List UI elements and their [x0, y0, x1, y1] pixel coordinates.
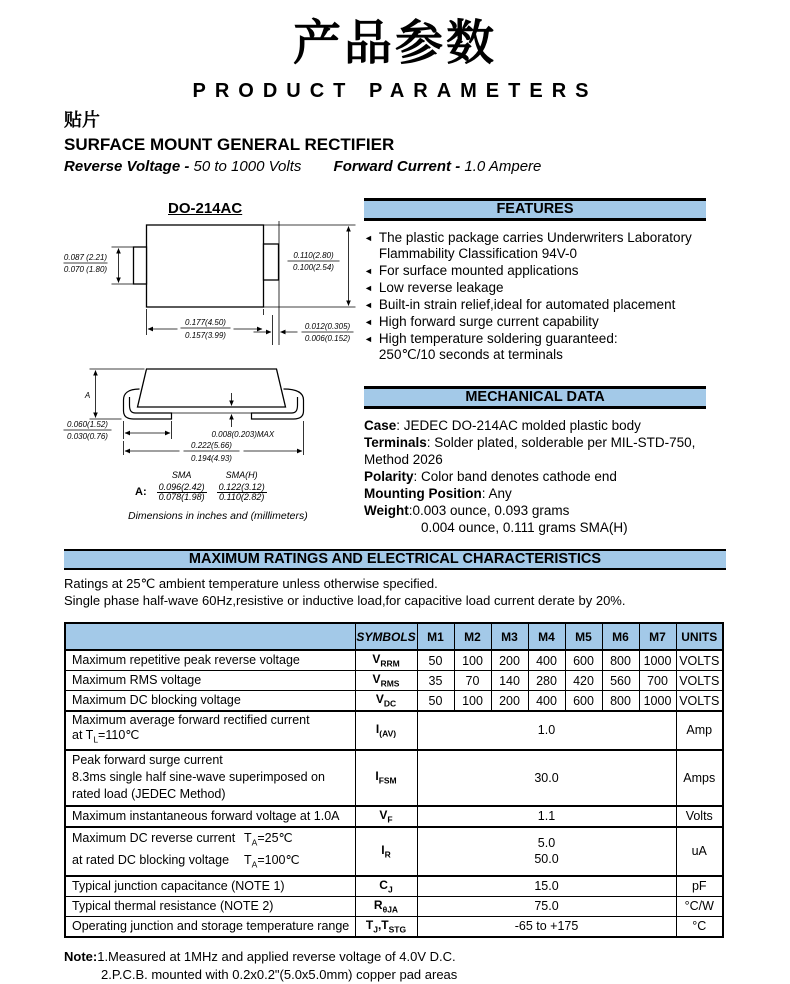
sma-a-value — [152, 481, 212, 503]
value-cell: 50 — [417, 650, 454, 671]
table-row — [65, 916, 723, 937]
bullet-arrow-icon: ◄ — [364, 283, 373, 293]
package-body-outline — [147, 225, 264, 307]
bullet-arrow-icon: ◄ — [364, 334, 373, 344]
feature-line: Built-in strain relief,ideal for automated placement — [378, 297, 676, 312]
feature-line: For surface mounted applications — [378, 263, 579, 278]
table-notes — [64, 948, 726, 984]
package-body-profile — [138, 369, 286, 407]
units-cell: Volts — [676, 806, 723, 827]
a-row-label: A: — [135, 486, 147, 498]
page-title-chinese: 产品参数 — [292, 17, 497, 70]
feature-text — [379, 263, 579, 279]
symbol-cell: $I_R$ — [355, 827, 417, 876]
value-line: 50.0 — [534, 852, 559, 866]
mech-line — [364, 434, 706, 451]
value-cell: 100 — [454, 691, 491, 712]
test-condition: $T_A=25℃$ — [244, 830, 293, 847]
table-row — [65, 671, 723, 691]
feature-text — [379, 280, 504, 296]
table-header-row — [65, 623, 723, 650]
bullet-arrow-icon: ◄ — [364, 317, 373, 327]
feature-text — [379, 314, 599, 330]
list-item — [364, 331, 706, 363]
dim-label: 0.222(5.66) — [191, 441, 232, 450]
blank-cell — [130, 469, 152, 481]
parameter-cell: Typical junction capacitance (NOTE 1) — [65, 876, 355, 897]
mech-line — [364, 485, 706, 502]
value-cell: 1.0 — [417, 711, 676, 750]
value-cell: 420 — [565, 671, 602, 691]
mech-label: Weight — [364, 503, 409, 518]
mech-label: Polarity — [364, 469, 414, 484]
value-line: 5.0 — [537, 836, 556, 850]
mech-text: : Any — [481, 486, 512, 501]
ratings-section — [64, 549, 726, 984]
symbol-cell: $V_{RRM}$ — [355, 650, 417, 671]
symbol-cell: $R_{\theta JA}$ — [355, 896, 417, 916]
feature-line: Flammability Classification 94V-0 — [378, 246, 577, 261]
dim-label: 0.110(2.80) — [293, 251, 334, 260]
mech-line — [364, 468, 706, 485]
parameter-line: 8.3ms single half sine-wave superimposed on — [72, 770, 325, 784]
dimension-fraction — [217, 482, 267, 502]
list-item — [364, 263, 706, 279]
note-line — [64, 966, 726, 984]
dim-label: 0.070 (1.80) — [63, 265, 108, 274]
bullet-arrow-icon: ◄ — [364, 233, 373, 243]
units-cell: VOLTS — [676, 671, 723, 691]
symbol-cell: $V_{RMS}$ — [355, 671, 417, 691]
table-row — [65, 806, 723, 827]
value-cell: 400 — [528, 650, 565, 671]
parameter-cell: Typical thermal resistance (NOTE 2) — [65, 896, 355, 916]
table-row — [130, 469, 272, 481]
table-row — [65, 896, 723, 916]
units-cell: VOLTS — [676, 691, 723, 712]
table-row — [65, 750, 723, 806]
symbol-cell: $I_{FSM}$ — [355, 750, 417, 806]
dimensions-caption: Dimensions in inches and (millimeters) — [128, 510, 308, 522]
value-cell: 140 — [491, 671, 528, 691]
value-cell: 1.1 — [417, 806, 676, 827]
table-row — [65, 650, 723, 671]
dim-label: 0.177(4.50) — [185, 318, 226, 327]
mech-line — [364, 417, 706, 434]
mech-label: Case — [364, 418, 397, 433]
parameter-cell: Operating junction and storage temperature range — [65, 916, 355, 937]
symbols-header: SYMBOLS — [355, 623, 417, 650]
value-cell: 100 — [454, 650, 491, 671]
symbol-cell: $V_F$ — [355, 806, 417, 827]
value-cell: 560 — [602, 671, 639, 691]
value-cell: 600 — [565, 650, 602, 671]
parameter-line: at $T_L=110℃$ — [72, 728, 140, 745]
model-header: M1 — [417, 623, 454, 650]
note-label: Note: — [64, 948, 98, 964]
page-title-english: PRODUCT PARAMETERS — [192, 80, 598, 102]
mech-line — [364, 502, 706, 519]
note-text: 1.Measured at 1MHz and applied reverse voltage of 4.0V D.C. — [97, 948, 456, 964]
mech-line — [364, 451, 706, 468]
value-cell: 1000 — [639, 650, 676, 671]
symbol-cell: $C_J$ — [355, 876, 417, 897]
value-cell: -65 to +175 — [417, 916, 676, 937]
category-label: 贴片 — [64, 110, 100, 130]
model-header: M4 — [528, 623, 565, 650]
units-cell: pF — [676, 876, 723, 897]
dim-label: 0.100(2.54) — [293, 263, 334, 272]
a-dimension-table — [130, 469, 272, 503]
right-terminal-tab — [264, 244, 279, 280]
table-row — [65, 827, 723, 876]
value-cell: 280 — [528, 671, 565, 691]
list-item — [364, 230, 706, 262]
reverse-voltage-value: 50 to 1000 Volts — [193, 158, 302, 175]
ratings-condition-1: Ratings at 25℃ ambient temperature unless otherwise specified. — [64, 576, 438, 591]
units-cell: Amps — [676, 750, 723, 806]
dim-label: 0.078(1.98) — [158, 492, 205, 502]
note-text: 2.P.C.B. mounted with 0.2x0.2"(5.0x5.0mm) copper pad areas — [101, 966, 458, 982]
parameter-cell: Maximum instantaneous forward voltage at 1.0A — [65, 806, 355, 827]
forward-current-label: Forward Current - — [333, 158, 461, 175]
list-item — [364, 314, 706, 330]
parameter-cell: Maximum repetitive peak reverse voltage — [65, 650, 355, 671]
value-cell: 75.0 — [417, 896, 676, 916]
dim-label: 0.060(1.52) — [67, 420, 108, 429]
symbol-cell: $I_{(AV)}$ — [355, 711, 417, 750]
forward-current-value: 1.0 Ampere — [464, 158, 542, 175]
feature-text — [379, 230, 692, 262]
column-header-smah: SMA(H) — [225, 470, 258, 480]
dim-label: 0.008(0.203)MAX — [211, 430, 275, 439]
value-cell — [417, 827, 676, 876]
mechanical-data-header: MECHANICAL DATA — [364, 386, 706, 409]
value-cell: 30.0 — [417, 750, 676, 806]
smah-a-value — [212, 481, 272, 503]
dim-label: 0.006(0.152) — [304, 334, 351, 343]
features-list — [364, 230, 706, 363]
list-item — [364, 297, 706, 313]
package-side-view-diagram — [60, 367, 368, 467]
mechanical-data-lines — [364, 417, 706, 536]
value-cell: 600 — [565, 691, 602, 712]
bullet-arrow-icon: ◄ — [364, 266, 373, 276]
value-cell: 700 — [639, 671, 676, 691]
ratings-header: MAXIMUM RATINGS AND ELECTRICAL CHARACTERISTICS — [64, 549, 726, 570]
right-column — [364, 198, 706, 536]
parameter-line: Peak forward surge current — [72, 753, 223, 767]
value-cell: 200 — [491, 691, 528, 712]
product-intro — [64, 106, 541, 175]
feature-line: The plastic package carries Underwriters Laboratory — [378, 230, 692, 245]
mech-line — [364, 519, 706, 536]
mech-text: : JEDEC DO-214AC molded plastic body — [396, 418, 641, 433]
test-condition: $T_A=100℃$ — [244, 853, 300, 870]
mech-text: :0.003 ounce, 0.093 grams — [408, 503, 570, 518]
feature-line: 250℃/10 seconds at terminals — [378, 347, 563, 362]
symbol-cell: $V_{DC}$ — [355, 691, 417, 712]
value-cell: 35 — [417, 671, 454, 691]
units-cell: uA — [676, 827, 723, 876]
column-header-sma: SMA — [171, 470, 192, 480]
left-terminal-tab — [134, 247, 147, 284]
reverse-voltage-label: Reverse Voltage - — [64, 158, 190, 175]
mech-label: Mounting Position — [364, 486, 482, 501]
dimension-fraction — [157, 482, 207, 502]
model-header: M5 — [565, 623, 602, 650]
mech-text: 0.004 ounce, 0.111 grams SMA(H) — [421, 520, 628, 535]
model-header: M2 — [454, 623, 491, 650]
dim-label: 0.194(4.93) — [191, 454, 232, 463]
units-cell: °C/W — [676, 896, 723, 916]
feature-line: Low reverse leakage — [378, 280, 504, 295]
package-drawing-section — [60, 200, 368, 522]
parameter-line: Maximum DC reverse current $T_A=25℃$ — [72, 830, 293, 847]
mech-text: Method 2026 — [364, 452, 443, 467]
ratings-condition-2: Single phase half-wave 60Hz,resistive or inductive load,for capacitive load current derate by 20%. — [64, 593, 626, 608]
parameter-cell: Maximum RMS voltage — [65, 671, 355, 691]
dim-label: 0.087 (2.21) — [63, 253, 108, 262]
dim-label: 0.122(3.12) — [218, 482, 265, 492]
parameter-line: at rated DC blocking voltage $T_A=100℃$ — [72, 853, 300, 870]
parameter-cell — [65, 711, 355, 750]
package-top-view-diagram — [60, 217, 368, 367]
table-row — [65, 876, 723, 897]
value-cell: 50 — [417, 691, 454, 712]
ratings-table — [64, 622, 724, 938]
value-cell: 15.0 — [417, 876, 676, 897]
dim-label: 0.157(3.99) — [185, 331, 226, 340]
value-cell: 200 — [491, 650, 528, 671]
table-row — [65, 711, 723, 750]
feature-text — [379, 331, 618, 363]
parameter-cell — [65, 750, 355, 806]
dim-label: 0.012(0.305) — [304, 322, 351, 331]
feature-text — [379, 297, 675, 313]
table-row — [65, 691, 723, 712]
list-item — [364, 280, 706, 296]
model-header: M3 — [491, 623, 528, 650]
dim-label: 0.030(0.76) — [67, 432, 108, 441]
features-header: FEATURES — [364, 198, 706, 221]
feature-line: High temperature soldering guaranteed: — [378, 331, 618, 346]
value-cell: 70 — [454, 671, 491, 691]
note-line — [64, 948, 726, 966]
parameter-cell: Maximum DC blocking voltage — [65, 691, 355, 712]
model-header: M6 — [602, 623, 639, 650]
dim-label: 0.096(2.42) — [158, 482, 205, 492]
symbol-cell: $T_J,T_{STG}$ — [355, 916, 417, 937]
blank-header-cell — [65, 623, 355, 650]
mechanical-data-section — [364, 386, 706, 536]
parameter-cell — [65, 827, 355, 876]
product-name: SURFACE MOUNT GENERAL RECTIFIER — [64, 135, 395, 154]
units-cell: Amp — [676, 711, 723, 750]
table-row — [130, 481, 272, 503]
bullet-arrow-icon: ◄ — [364, 300, 373, 310]
dim-label: 0.110(2.82) — [218, 492, 265, 502]
value-cell: 1000 — [639, 691, 676, 712]
spec-summary — [64, 158, 541, 175]
units-cell: °C — [676, 916, 723, 937]
value-cell: 800 — [602, 650, 639, 671]
parameter-line: Maximum average forward rectified current — [72, 713, 310, 727]
mech-text: : Solder plated, solderable per MIL-STD-750, — [426, 435, 696, 450]
feature-line: High forward surge current capability — [378, 314, 599, 329]
package-name: DO-214AC — [168, 200, 243, 217]
value-cell: 800 — [602, 691, 639, 712]
units-cell: VOLTS — [676, 650, 723, 671]
units-header: UNITS — [676, 623, 723, 650]
dim-label: A — [84, 391, 91, 400]
parameter-line: rated load (JEDEC Method) — [72, 787, 226, 801]
mech-label: Terminals — [364, 435, 427, 450]
value-cell: 400 — [528, 691, 565, 712]
mech-text: : Color band denotes cathode end — [413, 469, 617, 484]
model-header: M7 — [639, 623, 676, 650]
